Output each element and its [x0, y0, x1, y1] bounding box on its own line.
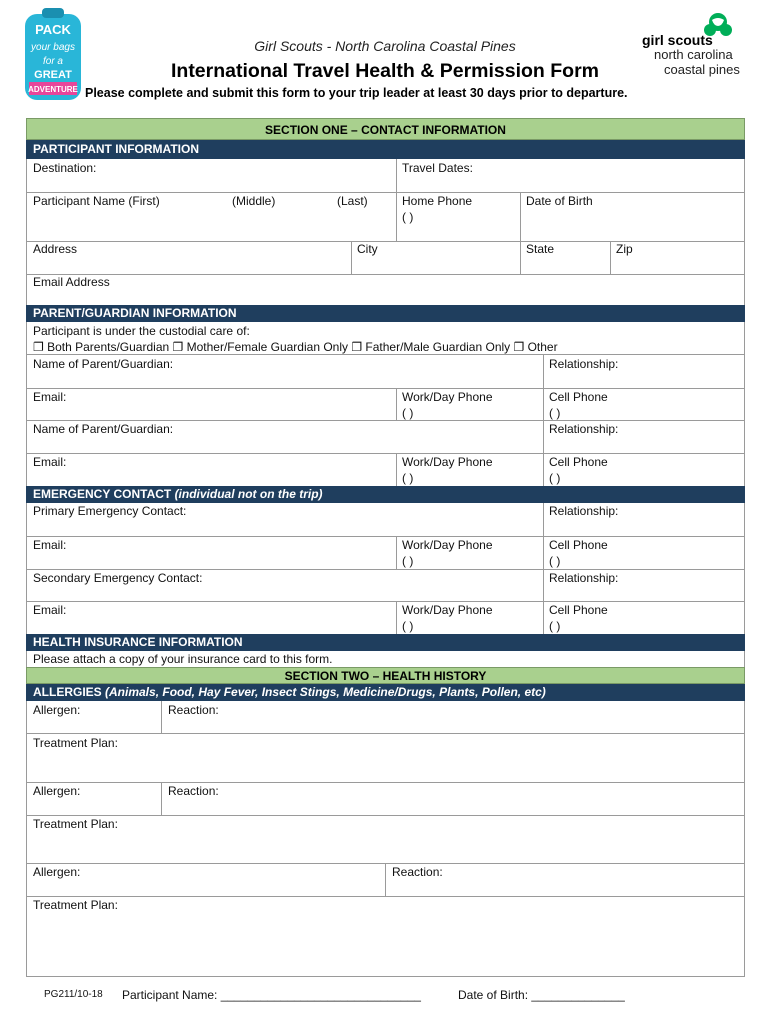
form-frame — [26, 118, 745, 977]
brand-region-2: coastal pines — [664, 62, 740, 77]
parent2-work-phone-parens: ( ) — [402, 471, 414, 485]
parent1-name-label: Name of Parent/Guardian: — [33, 357, 174, 371]
footer-participant-name[interactable]: Participant Name: ______________________________ — [122, 988, 421, 1002]
insurance-note: Please attach a copy of your insurance card to this form. — [33, 652, 333, 666]
email-address-label: Email Address — [33, 275, 110, 289]
custodial-label: Participant is under the custodial care of: — [33, 324, 250, 338]
parent1-cell-phone-label: Cell Phone — [549, 390, 608, 404]
allergen2-label: Allergen: — [33, 784, 81, 798]
footer-dob[interactable]: Date of Birth: ______________ — [458, 988, 625, 1002]
parent2-email-label: Email: — [33, 455, 67, 469]
pack-adventure-logo — [22, 8, 84, 104]
dob-label: Date of Birth — [526, 194, 593, 208]
primary-relationship-label: Relationship: — [549, 504, 619, 518]
travel-dates-label: Travel Dates: — [402, 161, 473, 175]
svg-text:your bags: your bags — [31, 42, 75, 53]
parent1-work-phone-label: Work/Day Phone — [402, 390, 493, 404]
health-insurance-header: HEALTH INSURANCE INFORMATION — [26, 634, 745, 651]
form-title: International Travel Health & Permission Form — [170, 60, 600, 82]
secondary-cell-phone-label: Cell Phone — [549, 603, 608, 617]
brand-region-1: north carolina — [654, 47, 733, 62]
home-phone-parens: ( ) — [402, 210, 414, 224]
treatment1-label: Treatment Plan: — [33, 736, 118, 750]
last-name-label: (Last) — [337, 194, 368, 208]
svg-text:ADVENTURE: ADVENTURE — [28, 85, 78, 94]
secondary-cell-phone-parens: ( ) — [549, 619, 561, 633]
secondary-relationship-label: Relationship: — [549, 571, 619, 585]
primary-emergency-label: Primary Emergency Contact: — [33, 504, 187, 518]
form-code: PG211/10-18 — [44, 989, 103, 1000]
address-label: Address — [33, 242, 78, 256]
primary-work-phone-parens: ( ) — [402, 554, 414, 568]
svg-text:GREAT: GREAT — [34, 69, 72, 81]
primary-email-label: Email: — [33, 538, 67, 552]
parent2-work-phone-label: Work/Day Phone — [402, 455, 493, 469]
organization-name: Girl Scouts - North Carolina Coastal Pines — [254, 38, 516, 54]
emergency-contact-header: EMERGENCY CONTACT (individual not on the trip) — [26, 486, 745, 503]
brand-name: girl scouts — [642, 32, 713, 48]
parent1-cell-phone-parens: ( ) — [549, 406, 561, 420]
parent2-cell-phone-label: Cell Phone — [549, 455, 608, 469]
section-two-header: SECTION TWO – HEALTH HISTORY — [26, 667, 745, 684]
permission-form — [26, 118, 745, 977]
reaction1-label: Reaction: — [168, 703, 219, 717]
parent1-relationship-label: Relationship: — [549, 357, 619, 371]
secondary-work-phone-parens: ( ) — [402, 619, 414, 633]
svg-text:for a: for a — [42, 56, 64, 67]
allergen3-label: Allergen: — [33, 865, 81, 879]
parent2-relationship-label: Relationship: — [549, 422, 619, 436]
secondary-work-phone-label: Work/Day Phone — [402, 603, 493, 617]
section-one-header: SECTION ONE – CONTACT INFORMATION — [26, 118, 745, 140]
primary-cell-phone-label: Cell Phone — [549, 538, 608, 552]
city-label: City — [357, 242, 378, 256]
primary-work-phone-label: Work/Day Phone — [402, 538, 493, 552]
reaction2-label: Reaction: — [168, 784, 219, 798]
parent2-cell-phone-parens: ( ) — [549, 471, 561, 485]
reaction3-label: Reaction: — [392, 865, 443, 879]
allergen1-label: Allergen: — [33, 703, 81, 717]
state-label: State — [526, 242, 555, 256]
parent1-email-label: Email: — [33, 390, 67, 404]
zip-label: Zip — [616, 242, 633, 256]
participant-name-label: Participant Name (First) — [33, 194, 160, 208]
home-phone-label: Home Phone — [402, 194, 473, 208]
treatment2-label: Treatment Plan: — [33, 817, 118, 831]
participant-info-header: PARTICIPANT INFORMATION — [26, 140, 745, 159]
parent1-work-phone-parens: ( ) — [402, 406, 414, 420]
parent2-name-label: Name of Parent/Guardian: — [33, 422, 174, 436]
form-instructions: Please complete and submit this form to your trip leader at least 30 days prior to departure. — [85, 86, 628, 100]
custodial-options[interactable]: ❐ Both Parents/Guardian ❐ Mother/Female Guardian Only ❐ Father/Male Guardian Only ❐ Other — [33, 340, 558, 354]
secondary-email-label: Email: — [33, 603, 67, 617]
destination-label: Destination: — [33, 161, 97, 175]
allergies-header: ALLERGIES (Animals, Food, Hay Fever, Insect Stings, Medicine/Drugs, Plants, Pollen, etc) — [26, 684, 745, 701]
secondary-emergency-label: Secondary Emergency Contact: — [33, 571, 203, 585]
parent-guardian-header: PARENT/GUARDIAN INFORMATION — [26, 305, 745, 322]
middle-name-label: (Middle) — [232, 194, 276, 208]
destination-row[interactable] — [26, 159, 745, 193]
treatment3-label: Treatment Plan: — [33, 898, 118, 912]
primary-cell-phone-parens: ( ) — [549, 554, 561, 568]
svg-text:PACK: PACK — [35, 22, 71, 37]
